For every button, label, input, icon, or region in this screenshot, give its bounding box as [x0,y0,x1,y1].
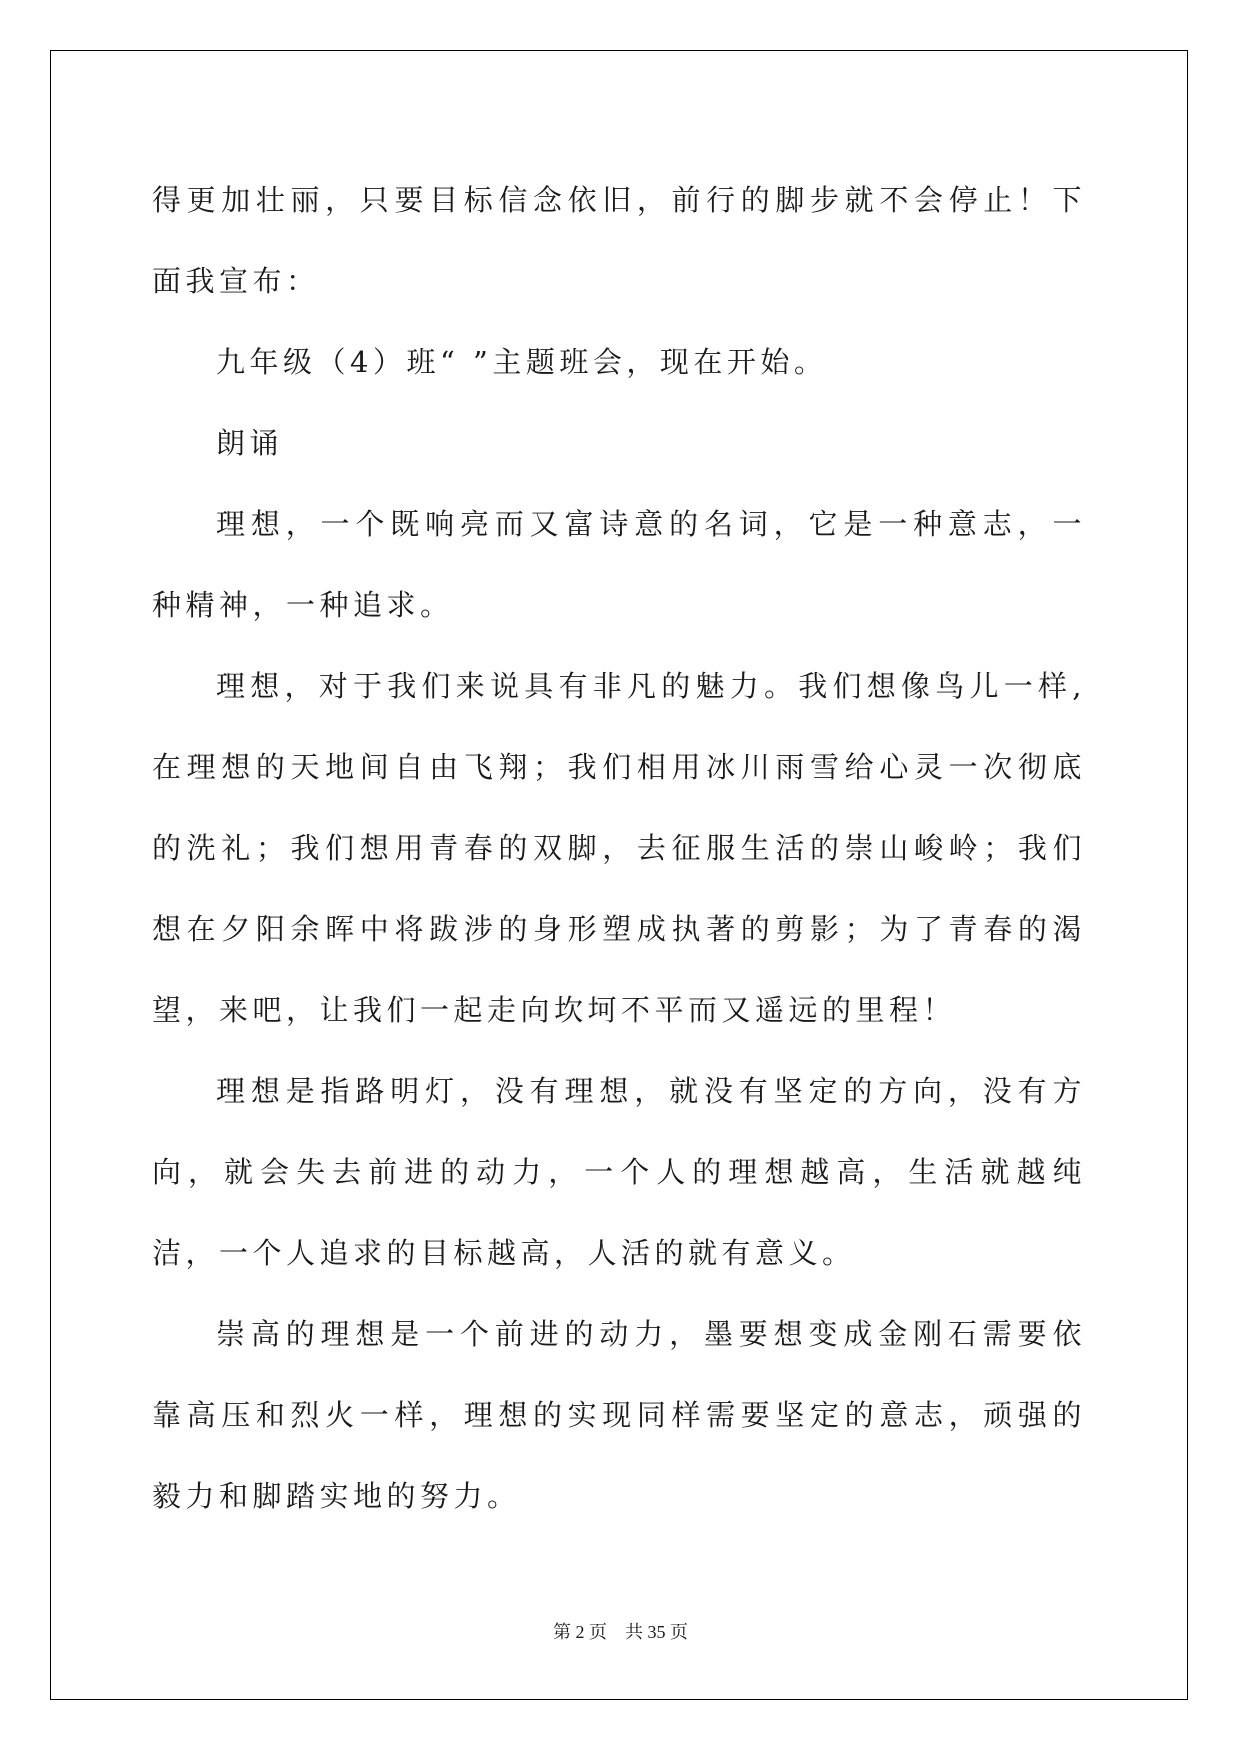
paragraph-6: 理想是指路明灯，没有理想，就没有坚定的方向，没有方向，就会失去前进的动力，一个人的理想越高，生活就越纯洁，一个人追求的目标越高，人活的就有意义。 [152,1074,1086,1270]
paragraph-3: 朗诵 [216,426,284,460]
paragraph-2: 九年级（4）班“ ”主题班会，现在开始。 [216,345,828,379]
document-body [152,160,1086,1537]
paragraph-1: 得更加壮丽，只要目标信念依旧，前行的脚步就不会停止！下面我宣布： [152,183,1086,298]
paragraph-7: 崇高的理想是一个前进的动力，墨要想变成金刚石需要依靠高压和烈火一样，理想的实现同样需要坚定的意志，顽强的毅力和脚踏实地的努力。 [152,1317,1086,1513]
paragraph-4: 理想，一个既响亮而又富诗意的名词，它是一种意志，一种精神，一种追求。 [152,507,1086,622]
page-footer [0,1618,1241,1644]
paragraph-5: 理想，对于我们来说具有非凡的魅力。我们想像鸟儿一样,在理想的天地间自由飞翔；我们相用冰川雨雪给心灵一次彻底的洗礼；我们想用青春的双脚，去征服生活的崇山峻岭；我们想在夕阳余晖中将跋涉的身形塑成执著的剪影；为了青春的渴望，来吧，让我们一起走向坎坷不平而又遥远的里程！ [152,669,1086,1027]
page-number-label: 第 2 页 共 35 页 [553,1622,688,1642]
